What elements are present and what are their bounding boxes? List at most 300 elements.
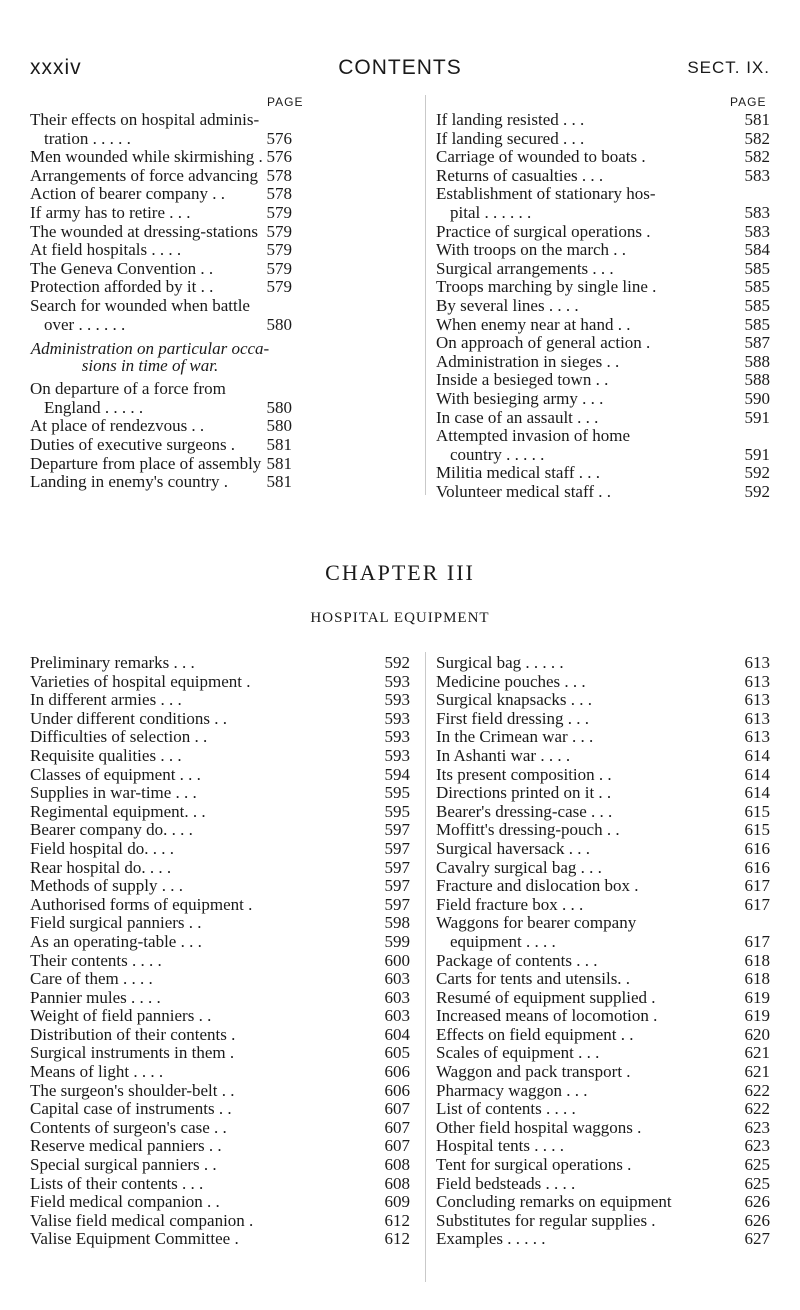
toc-entry-text: Directions printed on it . . [436, 783, 612, 803]
toc-page-number: 609 [384, 1192, 410, 1212]
toc-page-number: 583 [744, 202, 770, 222]
toc-entry-text: At place of rendezvous . . [30, 416, 205, 436]
toc-entry-text: Fracture and dislocation box . [436, 876, 639, 896]
toc-page-number: 591 [744, 444, 770, 464]
toc-page-number: 626 [744, 1192, 770, 1212]
toc-page-number: 581 [744, 110, 770, 129]
toc-page-number: 597 [384, 820, 410, 840]
toc-entry [436, 427, 770, 446]
toc-entry [436, 1007, 770, 1026]
toc-page-number: 579 [266, 277, 292, 297]
chapter-heading: CHAPTER III [325, 560, 475, 585]
toc-entry [30, 316, 292, 335]
toc-entry-text: Package of contents . . . [436, 950, 598, 970]
toc-entry [30, 204, 292, 223]
toc-entry [436, 409, 770, 428]
toc-page-number: 585 [744, 314, 770, 334]
toc-page-number: 603 [384, 987, 410, 1007]
subheading: Administration on particular occa- sions in time of war. [30, 339, 270, 376]
toc-entry-text: First field dressing . . . [436, 708, 589, 728]
toc-page-number: 583 [744, 165, 770, 185]
toc-entry [30, 952, 410, 971]
toc-entry [30, 1044, 410, 1063]
toc-page-number: 579 [266, 258, 292, 278]
toc-entry-text: Carts for tents and utensils. . [436, 969, 631, 989]
toc-page-number: 597 [384, 857, 410, 877]
page-column-label-left: PAGE [267, 95, 304, 109]
toc-entry-text: Preliminary remarks . . . [30, 653, 195, 672]
toc-entry [436, 1044, 770, 1063]
toc-entry-text: Field medical companion . . [30, 1192, 220, 1212]
toc-entry-text: In case of an assault . . . [436, 407, 599, 427]
toc-entry-text: Surgical bag . . . . . [436, 653, 564, 672]
toc-entry [30, 840, 410, 859]
toc-entry-text: The surgeon's shoulder-belt . . [30, 1080, 235, 1100]
toc-page-number: 580 [266, 397, 292, 417]
toc-entry [30, 877, 410, 896]
toc-entry-text: As an operating-table . . . [30, 931, 202, 951]
toc-entry [436, 1063, 770, 1082]
toc-entry [30, 728, 410, 747]
toc-entry-text: Attempted invasion of home [436, 426, 631, 446]
toc-entry-text: Classes of equipment . . . [30, 764, 201, 784]
toc-entry [30, 455, 292, 474]
toc-entry-text: Pannier mules . . . . [30, 987, 161, 1007]
toc-page-number: 588 [744, 370, 770, 390]
toc-entry [30, 297, 292, 316]
toc-entry-text: Means of light . . . . [30, 1062, 164, 1082]
toc-entry-text: Waggons for bearer company [436, 913, 637, 933]
toc-entry [436, 1119, 770, 1138]
toc-page-number: 587 [744, 333, 770, 353]
toc-entry-text: Substitutes for regular supplies . [436, 1210, 656, 1230]
toc-entry [436, 803, 770, 822]
toc-entry [30, 278, 292, 297]
toc-entry-text: Requisite qualities . . . [30, 745, 182, 765]
toc-entry [30, 1230, 410, 1249]
toc-entry-text: The wounded at dressing-stations [30, 221, 259, 241]
toc-entry [436, 859, 770, 878]
toc-entry-text: Volunteer medical staff . . [436, 481, 611, 501]
toc-entry [30, 185, 292, 204]
toc-page-number: 608 [384, 1155, 410, 1175]
toc-entry [30, 821, 410, 840]
toc-page-number: 593 [384, 727, 410, 747]
toc-entry-text: Arrangements of force advancing [30, 165, 258, 185]
toc-entry [436, 148, 770, 167]
toc-entry [436, 970, 770, 989]
toc-page-number: 597 [384, 838, 410, 858]
toc-entry [30, 1175, 410, 1194]
toc-page-number: 616 [744, 857, 770, 877]
toc-page-number: 593 [384, 745, 410, 765]
toc-page-number: 598 [384, 913, 410, 933]
toc-entry-text: Administration in sieges . . [436, 351, 620, 371]
toc-entry-text: On approach of general action . [436, 333, 651, 353]
toc-entry [30, 784, 410, 803]
toc-entry-text: Its present composition . . [436, 764, 612, 784]
toc-entry [30, 1026, 410, 1045]
toc-page-number: 613 [744, 653, 770, 672]
toc-entry-text: Scales of equipment . . . [436, 1043, 600, 1063]
toc-entry-text: Special surgical panniers . . [30, 1155, 217, 1175]
toc-entry-text: Field hospital do. . . . [30, 838, 175, 858]
toc-entry-text: pital . . . . . . [450, 202, 532, 222]
toc-entry [30, 673, 410, 692]
toc-entry [436, 914, 770, 933]
toc-entry [436, 840, 770, 859]
toc-entry [436, 728, 770, 747]
toc-page-number: 593 [384, 671, 410, 691]
toc-entry-text: Establishment of stationary hos- [436, 184, 656, 204]
toc-entry-text: Other field hospital waggons . [436, 1117, 642, 1137]
toc-entry-text: Carriage of wounded to boats . [436, 147, 646, 167]
toc-page-number: 585 [744, 295, 770, 315]
toc-entry-text: In different armies . . . [30, 690, 182, 710]
toc-page-number: 583 [744, 221, 770, 241]
toc-entry-text: Departure from place of assembly [30, 453, 262, 473]
toc-entry [30, 1137, 410, 1156]
toc-column-top-left [30, 111, 292, 492]
toc-page-number: 581 [266, 472, 292, 492]
toc-entry-text: Landing in enemy's country . [30, 472, 229, 492]
toc-entry [30, 803, 410, 822]
toc-entry [436, 111, 770, 130]
toc-page-number: 607 [384, 1136, 410, 1156]
toc-page-number: 621 [744, 1062, 770, 1082]
toc-entry-text: If landing resisted . . . [436, 110, 585, 129]
toc-entry [30, 1100, 410, 1119]
toc-entry [30, 260, 292, 279]
toc-entry-text: Protection afforded by it . . [30, 277, 214, 297]
toc-page-number: 607 [384, 1099, 410, 1119]
toc-page-number: 592 [744, 481, 770, 501]
toc-entry [30, 473, 292, 492]
section-label: SECT. IX. [687, 58, 770, 77]
toc-page-number: 595 [384, 801, 410, 821]
toc-page-number: 603 [384, 969, 410, 989]
toc-entry [436, 260, 770, 279]
toc-entry [436, 446, 770, 465]
toc-page-number: 579 [266, 221, 292, 241]
toc-entry-text: Moffitt's dressing-pouch . . [436, 820, 620, 840]
toc-entry-text: Under different conditions . . [30, 708, 228, 728]
toc-page-number: 599 [384, 931, 410, 951]
toc-page-number: 578 [266, 165, 292, 185]
toc-page-number: 585 [744, 258, 770, 278]
toc-entry [436, 691, 770, 710]
toc-entry [436, 223, 770, 242]
column-divider-top [425, 95, 426, 495]
toc-entry-text: In the Crimean war . . . [436, 727, 594, 747]
toc-entry [436, 185, 770, 204]
toc-entry [30, 859, 410, 878]
toc-entry [30, 1193, 410, 1212]
toc-page-number: 584 [744, 240, 770, 260]
toc-page-number: 615 [744, 820, 770, 840]
toc-entry [436, 1100, 770, 1119]
toc-entry-text: Bearer's dressing-case . . . [436, 801, 613, 821]
toc-page-number: 605 [384, 1043, 410, 1063]
toc-entry-text: Care of them . . . . [30, 969, 153, 989]
toc-entry-text: equipment . . . . [450, 931, 556, 951]
toc-entry [30, 654, 410, 673]
toc-entry-text: Surgical haversack . . . [436, 838, 591, 858]
toc-entry [436, 1193, 770, 1212]
toc-entry [436, 784, 770, 803]
toc-page-number: 615 [744, 801, 770, 821]
toc-entry [436, 1230, 770, 1249]
toc-entry [436, 989, 770, 1008]
toc-page-number: 625 [744, 1155, 770, 1175]
toc-entry-text: By several lines . . . . [436, 295, 579, 315]
toc-page-number: 612 [384, 1229, 410, 1249]
toc-entry [436, 483, 770, 502]
toc-entry [30, 399, 292, 418]
toc-page-number: 608 [384, 1173, 410, 1193]
toc-entry-text: Lists of their contents . . . [30, 1173, 204, 1193]
toc-entry [30, 747, 410, 766]
toc-page-number: 620 [744, 1024, 770, 1044]
toc-page-number: 621 [744, 1043, 770, 1063]
toc-entry [436, 371, 770, 390]
toc-entry [436, 710, 770, 729]
toc-entry [436, 241, 770, 260]
toc-entry-text: The Geneva Convention . . [30, 258, 214, 278]
toc-page-number: 579 [266, 202, 292, 222]
toc-entry [436, 334, 770, 353]
toc-page-number: 597 [384, 894, 410, 914]
toc-entry [30, 989, 410, 1008]
toc-entry-text: If landing secured . . . [436, 128, 585, 148]
toc-column-bottom-right [436, 654, 770, 1249]
toc-entry [436, 952, 770, 971]
toc-entry-text: With troops on the march . . [436, 240, 627, 260]
toc-entry-text: Examples . . . . . [436, 1229, 546, 1249]
toc-page-number: 588 [744, 351, 770, 371]
toc-page-number: 614 [744, 783, 770, 803]
toc-page-number: 593 [384, 708, 410, 728]
toc-entry [30, 167, 292, 186]
toc-page-number: 591 [744, 407, 770, 427]
toc-entry-text: Increased means of locomotion . [436, 1006, 658, 1026]
toc-page-number: 581 [266, 453, 292, 473]
page-column-label-right: PAGE [730, 95, 767, 109]
toc-entry-text: Field bedsteads . . . . [436, 1173, 576, 1193]
toc-entry-text: On departure of a force from [30, 379, 226, 399]
toc-entry-text: Surgical arrangements . . . [436, 258, 614, 278]
toc-entry-text: When enemy near at hand . . [436, 314, 631, 334]
toc-entry [30, 1082, 410, 1101]
toc-entry-text: Returns of casualties . . . [436, 165, 604, 185]
toc-entry [436, 130, 770, 149]
toc-page-number: 626 [744, 1210, 770, 1230]
toc-entry [436, 204, 770, 223]
toc-entry [30, 766, 410, 785]
toc-page-number: 592 [384, 653, 410, 672]
toc-entry-text: Field surgical panniers . . [30, 913, 202, 933]
toc-entry-text: Surgical instruments in them . [30, 1043, 235, 1063]
toc-page-number: 625 [744, 1173, 770, 1193]
toc-entry-text: List of contents . . . . [436, 1099, 576, 1119]
toc-page-number: 603 [384, 1006, 410, 1026]
toc-page-number: 578 [266, 184, 292, 204]
toc-page-number: 613 [744, 708, 770, 728]
toc-entry-text: Cavalry surgical bag . . . [436, 857, 602, 877]
toc-entry-text: With besieging army . . . [436, 388, 604, 408]
toc-entry [436, 654, 770, 673]
toc-entry [30, 417, 292, 436]
toc-entry [30, 1156, 410, 1175]
toc-entry [30, 896, 410, 915]
toc-entry [436, 353, 770, 372]
toc-entry-text: Surgical knapsacks . . . [436, 690, 592, 710]
toc-page-number: 617 [744, 931, 770, 951]
toc-entry [30, 380, 292, 399]
toc-entry-text: Supplies in war-time . . . [30, 783, 197, 803]
toc-entry-text: Tent for surgical operations . [436, 1155, 632, 1175]
toc-entry-text: At field hospitals . . . . [30, 240, 182, 260]
toc-entry [436, 297, 770, 316]
toc-entry-text: Methods of supply . . . [30, 876, 183, 896]
toc-entry [436, 1137, 770, 1156]
toc-entry-text: Capital case of instruments . . [30, 1099, 232, 1119]
toc-page-number: 594 [384, 764, 410, 784]
toc-page-number: 579 [266, 240, 292, 260]
toc-page-number: 612 [384, 1210, 410, 1230]
toc-entry-text: Their contents . . . . [30, 950, 162, 970]
toc-page-number: 576 [266, 147, 292, 167]
toc-entry-text: Inside a besieged town . . [436, 370, 609, 390]
toc-page-number: 614 [744, 745, 770, 765]
toc-page-number: 623 [744, 1136, 770, 1156]
toc-entry-text: Waggon and pack transport . [436, 1062, 631, 1082]
toc-page-number: 617 [744, 876, 770, 896]
toc-page-number: 595 [384, 783, 410, 803]
toc-entry-text: tration . . . . . [44, 128, 131, 148]
toc-entry [436, 316, 770, 335]
page-number: xxxiv [30, 56, 82, 79]
toc-page-number: 582 [744, 147, 770, 167]
toc-entry-text: Medicine pouches . . . [436, 671, 586, 691]
toc-entry-text: If army has to retire . . . [30, 202, 191, 222]
toc-entry-text: Concluding remarks on equipment [436, 1192, 672, 1212]
toc-entry [436, 1082, 770, 1101]
toc-entry-text: Search for wounded when battle [30, 295, 250, 315]
toc-entry [30, 1119, 410, 1138]
toc-page-number: 619 [744, 987, 770, 1007]
toc-entry-text: Men wounded while skirmishing . [30, 147, 263, 167]
toc-page-number: 622 [744, 1080, 770, 1100]
toc-page-number: 619 [744, 1006, 770, 1026]
toc-entry [436, 747, 770, 766]
toc-page-number: 606 [384, 1062, 410, 1082]
toc-page-number: 627 [744, 1229, 770, 1249]
toc-page-number: 593 [384, 690, 410, 710]
toc-entry-text: Bearer company do. . . . [30, 820, 193, 840]
toc-entry [30, 111, 292, 130]
toc-page-number: 617 [744, 894, 770, 914]
toc-entry-text: Contents of surgeon's case . . [30, 1117, 227, 1137]
toc-entry-text: Regimental equipment. . . [30, 801, 206, 821]
toc-entry-text: England . . . . . [44, 397, 144, 417]
toc-entry-text: Militia medical staff . . . [436, 463, 600, 483]
toc-entry [30, 223, 292, 242]
toc-entry [30, 914, 410, 933]
toc-entry [436, 167, 770, 186]
toc-entry-text: Rear hospital do. . . . [30, 857, 172, 877]
toc-entry-text: Difficulties of selection . . [30, 727, 208, 747]
toc-entry [436, 464, 770, 483]
toc-entry [30, 710, 410, 729]
toc-page-number: 618 [744, 950, 770, 970]
toc-entry-text: Hospital tents . . . . [436, 1136, 564, 1156]
toc-entry [30, 130, 292, 149]
toc-entry [436, 1212, 770, 1231]
toc-entry-text: Valise field medical companion . [30, 1210, 254, 1230]
toc-entry [436, 1175, 770, 1194]
toc-entry [30, 1007, 410, 1026]
toc-page-number: 607 [384, 1117, 410, 1137]
toc-entry-text: Weight of field panniers . . [30, 1006, 212, 1026]
toc-entry [436, 933, 770, 952]
running-title: CONTENTS [338, 56, 462, 79]
column-divider-bottom [425, 652, 426, 1282]
toc-page-number: 581 [266, 434, 292, 454]
toc-page-number: 582 [744, 128, 770, 148]
toc-entry [30, 1063, 410, 1082]
toc-entry [30, 691, 410, 710]
toc-page-number: 618 [744, 969, 770, 989]
toc-page-number: 590 [744, 388, 770, 408]
section-heading: HOSPITAL EQUIPMENT [310, 610, 490, 626]
toc-entry [436, 821, 770, 840]
toc-page-number: 580 [266, 416, 292, 436]
toc-entry-text: Field fracture box . . . [436, 894, 584, 914]
toc-entry [30, 148, 292, 167]
toc-entry [436, 766, 770, 785]
toc-entry [436, 877, 770, 896]
toc-page-number: 613 [744, 671, 770, 691]
toc-entry-text: Reserve medical panniers . . [30, 1136, 222, 1156]
toc-page-number: 613 [744, 690, 770, 710]
toc-page-number: 614 [744, 764, 770, 784]
page-header [30, 56, 770, 84]
toc-entry-text: Varieties of hospital equipment . [30, 671, 251, 691]
toc-page-number: 580 [266, 314, 292, 334]
toc-entry [436, 278, 770, 297]
toc-entry-text: Troops marching by single line . [436, 277, 657, 297]
toc-entry [436, 673, 770, 692]
toc-entry-text: Action of bearer company . . [30, 184, 225, 204]
toc-page-number: 597 [384, 876, 410, 896]
toc-page-number: 585 [744, 277, 770, 297]
toc-page-number: 622 [744, 1099, 770, 1119]
toc-entry-text: over . . . . . . [44, 314, 126, 334]
toc-page-number: 600 [384, 950, 410, 970]
toc-page-number: 616 [744, 838, 770, 858]
toc-entry-text: country . . . . . [450, 444, 545, 464]
toc-entry [30, 933, 410, 952]
toc-entry [436, 896, 770, 915]
toc-column-top-right [436, 111, 770, 501]
toc-entry [30, 970, 410, 989]
toc-entry [30, 241, 292, 260]
toc-column-bottom-left [30, 654, 410, 1249]
toc-entry-text: Duties of executive surgeons . [30, 434, 236, 454]
toc-entry-text: Valise Equipment Committee . [30, 1229, 239, 1249]
toc-page-number: 604 [384, 1024, 410, 1044]
